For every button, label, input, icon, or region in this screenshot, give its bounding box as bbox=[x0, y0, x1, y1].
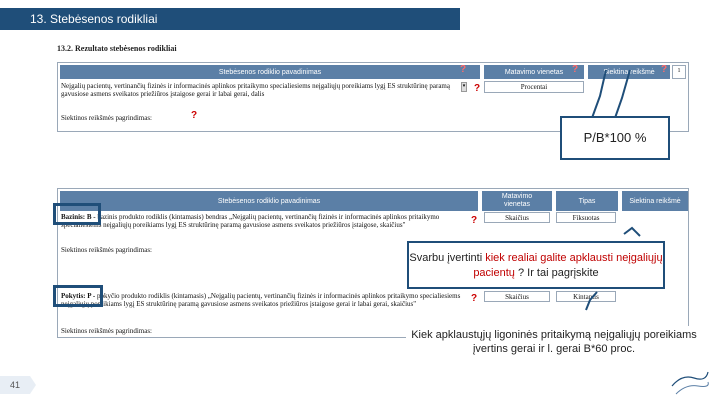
baseline-highlight bbox=[53, 203, 101, 225]
change-justification-label: Siektinos reikšmės pagrindimas: bbox=[61, 327, 152, 335]
baseline-label: Bazinis: B - bbox=[61, 213, 96, 221]
header2-target bbox=[622, 191, 688, 211]
unit-field[interactable]: Procentai bbox=[484, 81, 584, 93]
survey-callout: Kiek apklaustųjų ligoninės pritaikymą neįgaliųjų poreikiams įvertins gerai ir l. gerai B*60 proc. bbox=[406, 326, 702, 374]
baseline-type-field[interactable]: Fiksuotas bbox=[556, 212, 616, 223]
baseline-justification-label: Siektinos reikšmės pagrindimas: bbox=[61, 246, 152, 254]
change-highlight bbox=[53, 285, 103, 307]
important-text-pre: Svarbu įvertinti bbox=[409, 252, 486, 264]
header2-type-label: Tipas bbox=[578, 197, 596, 205]
help-icon-target[interactable]: ? bbox=[661, 64, 668, 75]
indicator-dropdown-arrow[interactable]: ▾ bbox=[461, 82, 467, 92]
important-text-highlight: kiek realiai galite apklausti neįgaliųjų pacientų bbox=[473, 252, 663, 279]
header-unit bbox=[484, 65, 584, 79]
header-unit-label: Matavimo vienetas bbox=[504, 68, 564, 76]
justification-label: Siektinos reikšmės pagrindimas: bbox=[61, 114, 152, 122]
change-label: Pokytis: P - bbox=[61, 292, 96, 300]
baseline-description: bazinis produkto rodiklis (kintamasis) bendras „Neįgalių pacientų, vertinančių fizinės ir informacinės aplinkos pritaikymo specialiesiems neįgaliųjų poreikiams lygį ES struktūrinę paramą gavusiose asmens sveikatos priežiūros įstaigose, skaičius" bbox=[61, 213, 440, 229]
header2-target-label: Siektina reikšmė bbox=[629, 197, 681, 205]
help-icon-change[interactable]: ? bbox=[471, 293, 478, 304]
change-unit-field[interactable]: Skaičius bbox=[484, 291, 550, 302]
slide-title: 13. Stebėsenos rodikliai bbox=[30, 12, 158, 26]
page-number-arrow bbox=[30, 376, 36, 394]
important-text-post: ? Ir tai pagrįskite bbox=[514, 267, 599, 279]
header2-indicator-name bbox=[60, 191, 478, 211]
change-indicator-text bbox=[61, 292, 461, 319]
help-icon-unit[interactable]: ? bbox=[572, 64, 579, 75]
change-description: pokyčio produkto rodiklis (kintamasis) „Neįgalių pacientų, vertinančių fizinės ir informacinės aplinkos pritaikymo specialiesiems neįgaliųjų poreikiams lygį ES struktūrinę paramą gavusiose asmens sveikatos priežiūros įstaigose gerai ir labai gerai, skaičius" bbox=[61, 292, 461, 308]
formula-callout: P/B*100 % bbox=[560, 116, 670, 160]
header2-unit-label: Matavimo vienetas bbox=[501, 193, 533, 208]
header2-type bbox=[556, 191, 618, 211]
page-index-field[interactable]: 1 bbox=[672, 65, 686, 79]
header-target-label: Siektina reikšmė bbox=[603, 68, 655, 76]
baseline-unit-field[interactable]: Skaičius bbox=[484, 212, 550, 223]
baseline-indicator-text bbox=[61, 213, 461, 240]
section-title: 13.2. Rezultato stebėsenos rodikliai bbox=[57, 44, 177, 53]
header-indicator-name-label: Stebėsenos rodiklio pavadinimas bbox=[218, 68, 322, 76]
help-icon-indicator[interactable]: ? bbox=[460, 64, 467, 75]
help-icon-baseline[interactable]: ? bbox=[471, 215, 478, 226]
help-icon-justification[interactable]: ? bbox=[191, 110, 198, 121]
header-target bbox=[588, 65, 670, 79]
help-icon-indicator-row[interactable]: ? bbox=[474, 83, 481, 94]
indicator-name-text: Neįgalių pacientų, vertinančių fizinės ir informacinės aplinkos pritaikymo specialiesiems neįgaliųjų poreikiams lygį ES struktūrinę paramą gavusiose asmens sveikatos priežiūros įstaigose gerai ir labai gerai, dalis bbox=[61, 82, 450, 98]
header2-indicator-name-label: Stebėsenos rodiklio pavadinimas bbox=[217, 197, 321, 205]
header2-unit bbox=[482, 191, 552, 211]
corner-logo-icon bbox=[670, 368, 710, 398]
important-callout bbox=[407, 241, 665, 289]
change-type-field[interactable]: Kintantis bbox=[556, 291, 616, 302]
header-indicator-name bbox=[60, 65, 480, 79]
page-number: 41 bbox=[0, 376, 30, 394]
